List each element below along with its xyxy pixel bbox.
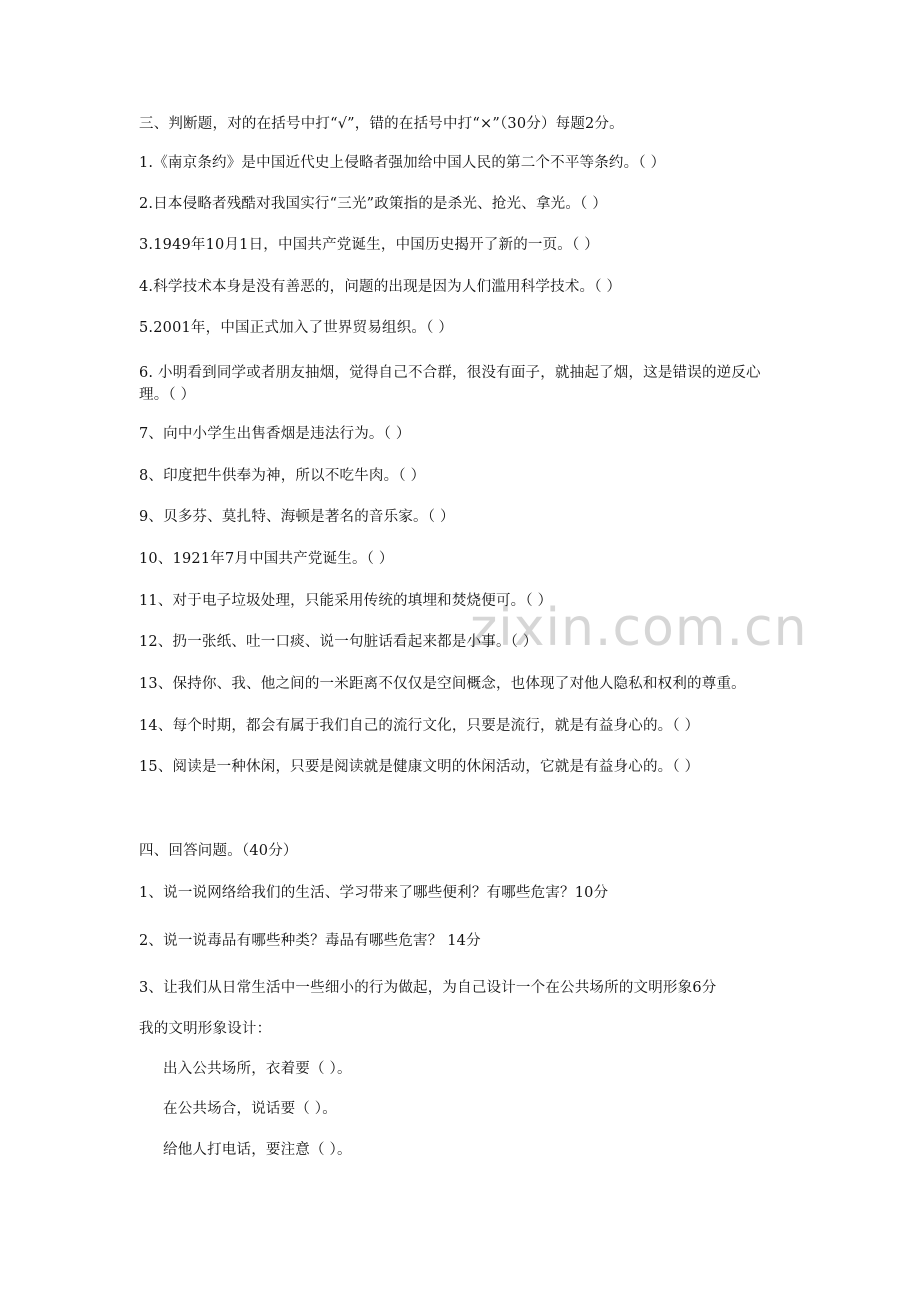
question-item: 7、向中小学生出售香烟是违法行为。（ ） [139,426,411,442]
question-item: 13、保持你、我、他之间的一米距离不仅仅是空间概念，也体现了对他人隐私和权利的尊重。 [139,676,746,692]
question-item: 12、扔一张纸、吐一口痰、说一句脏话看起来都是小事。（ ） [139,634,538,650]
section3-heading: 三、判断题，对的在括号中打“√”，错的在括号中打“×”（30分）每题2分。 [139,116,624,132]
question-item: 1.《南京条约》是中国近代史上侵略者强加给中国人民的第二个不平等条约。（ ） [139,155,666,171]
design-label: 我的文明形象设计： [139,1021,272,1037]
section4-heading: 四、回答问题。（40分） [139,843,298,859]
question-item: 5.2001年，中国正式加入了世界贸易组织。（ ） [139,320,454,336]
question-q2: 2、说一说毒品有哪些种类？毒品有哪些危害？ 14分 [139,933,481,949]
question-item: 11、对于电子垃圾处理，只能采用传统的填埋和焚烧便可。（ ） [139,593,553,609]
design-item: 在公共场合，说话要（ ）。 [163,1101,337,1117]
question-q1: 1、说一说网络给我们的生活、学习带来了哪些便利？有哪些危害？10分 [139,885,609,901]
question-item: 6. 小明看到同学或者朋友抽烟，觉得自己不合群，很没有面子，就抽起了烟，这是错误的逆反心理。（ ） [139,365,761,403]
question-item: 8、印度把牛供奉为神，所以不吃牛肉。（ ） [139,468,426,484]
design-item: 出入公共场所，衣着要（ ）。 [163,1061,352,1077]
question-item: 4.科学技术本身是没有善恶的，问题的出现是因为人们滥用科学技术。（ ） [139,279,622,295]
design-item: 给他人打电话，要注意（ ）。 [163,1142,352,1158]
watermark: zixin.com.cn [470,598,808,658]
question-item: 3.1949年10月1日，中国共产党诞生，中国历史揭开了新的一页。（ ） [139,237,599,253]
question-q3: 3、让我们从日常生活中一些细小的行为做起，为自己设计一个在公共场所的文明形象6分 [139,980,717,996]
question-item: 14、每个时期，都会有属于我们自己的流行文化，只要是流行，就是有益身心的。（ ） [139,718,700,734]
question-item: 9、贝多芬、莫扎特、海顿是著名的音乐家。（ ） [139,509,455,525]
question-item: 10、1921年7月中国共产党诞生。（ ） [139,551,394,567]
question-item: 2.日本侵略者残酷对我国实行“三光”政策指的是杀光、抢光、拿光。（ ） [139,196,608,212]
question-item: 15、阅读是一种休闲，只要是阅读就是健康文明的休闲活动，它就是有益身心的。（ ） [139,759,700,775]
